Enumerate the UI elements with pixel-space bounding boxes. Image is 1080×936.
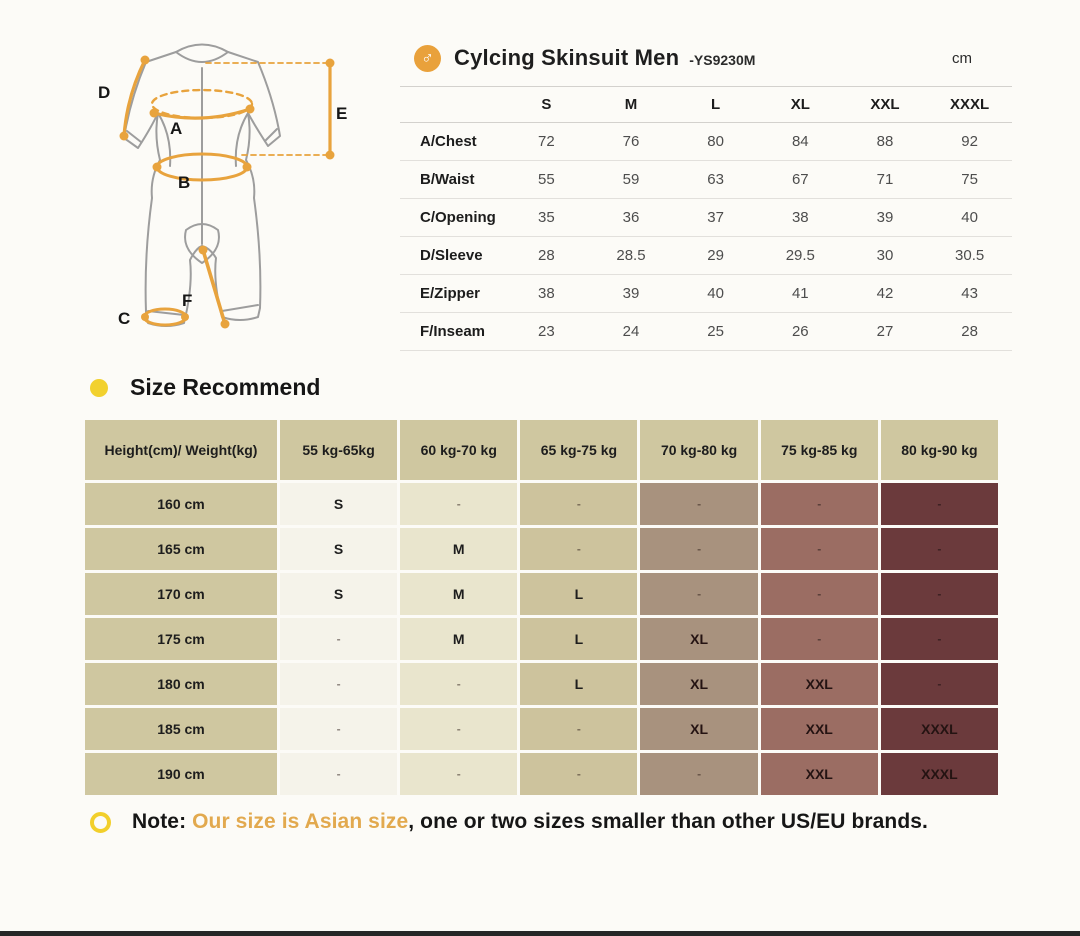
- size-column-header: L: [711, 96, 721, 113]
- size-cell: -: [400, 708, 517, 750]
- measurement-table: [400, 86, 1012, 351]
- product-title: Cylcing Skinsuit Men: [454, 45, 680, 70]
- size-cell: -: [400, 483, 517, 525]
- measure-value: 39: [876, 209, 894, 226]
- measure-value: 37: [707, 209, 724, 226]
- size-cell: -: [761, 483, 878, 525]
- grid-header-cell: 75 kg-85 kg: [761, 420, 878, 480]
- size-cell: -: [520, 753, 637, 795]
- size-cell: XXL: [761, 753, 878, 795]
- male-icon: ♂: [414, 45, 441, 72]
- spec-header: [400, 38, 1012, 78]
- measure-value: 28.5: [616, 247, 646, 264]
- size-cell: -: [280, 753, 397, 795]
- section-title: Size Recommend: [130, 374, 321, 400]
- measure-value: 40: [707, 285, 724, 302]
- measure-value: 27: [876, 323, 894, 340]
- size-cell: XXL: [761, 708, 878, 750]
- size-cell: -: [280, 618, 397, 660]
- size-column-header: XXL: [870, 96, 900, 113]
- size-note: [90, 810, 928, 834]
- height-cell: 180 cm: [85, 663, 277, 705]
- measure-value: 75: [961, 171, 978, 188]
- size-recommend-grid: [85, 420, 998, 795]
- model-number: -YS9230M: [689, 52, 756, 68]
- height-cell: 170 cm: [85, 573, 277, 615]
- size-cell: -: [280, 708, 397, 750]
- measure-value: 30: [876, 247, 894, 264]
- measure-value: 30.5: [955, 247, 985, 264]
- size-column-header: XXXL: [950, 96, 990, 113]
- yellow-ring-icon: [90, 812, 111, 833]
- measure-value: 40: [961, 209, 978, 226]
- note-suffix: , one or two sizes smaller than other US/EU brands.: [408, 810, 928, 833]
- measure-label: D/Sleeve: [420, 247, 483, 264]
- note-text: [132, 810, 928, 834]
- diagram-label-d: D: [98, 83, 111, 102]
- size-cell: XL: [640, 618, 757, 660]
- size-cell: XL: [640, 708, 757, 750]
- table-row: [400, 199, 1012, 237]
- note-prefix: Note:: [132, 810, 193, 833]
- measure-value: 38: [537, 285, 555, 302]
- size-cell: -: [520, 708, 637, 750]
- size-cell: -: [761, 618, 878, 660]
- measure-value: 67: [791, 171, 809, 188]
- height-cell: 160 cm: [85, 483, 277, 525]
- grid-header-cell: 65 kg-75 kg: [520, 420, 637, 480]
- measure-value: 35: [537, 209, 555, 226]
- size-cell: -: [520, 528, 637, 570]
- diagram-label-c: C: [118, 309, 131, 328]
- measure-label: F/Inseam: [420, 323, 486, 340]
- size-cell: -: [640, 483, 757, 525]
- size-cell: XXXL: [881, 753, 998, 795]
- table-row: [400, 123, 1012, 161]
- table-row: [400, 313, 1012, 351]
- size-cell: -: [640, 753, 757, 795]
- size-column-header: S: [541, 96, 552, 113]
- size-cell: -: [881, 528, 998, 570]
- size-cell: -: [761, 573, 878, 615]
- grid-header-cell: Height(cm)/ Weight(kg): [85, 420, 277, 480]
- unit-label: cm: [952, 49, 972, 67]
- diagram-label-b: B: [178, 173, 191, 192]
- measure-value: 23: [537, 323, 555, 340]
- measure-value: 36: [622, 209, 640, 226]
- note-highlight: Our size is Asian size: [192, 810, 409, 833]
- measure-value: 29.5: [785, 247, 815, 264]
- measure-value: 38: [791, 209, 809, 226]
- diagram-label-e: E: [336, 104, 348, 123]
- bottom-edge-bar: [0, 931, 1080, 936]
- measure-value: 76: [622, 133, 640, 150]
- grid-header-cell: 80 kg-90 kg: [881, 420, 998, 480]
- skinsuit-outline-drawing: [72, 16, 402, 358]
- measure-value: 24: [622, 323, 640, 340]
- measure-value: 28: [961, 323, 978, 340]
- measure-value: 39: [622, 285, 640, 302]
- size-cell: -: [881, 573, 998, 615]
- measure-value: 43: [961, 285, 978, 302]
- measure-label: E/Zipper: [420, 285, 481, 302]
- measure-label: A/Chest: [420, 133, 477, 150]
- grid-header-cell: 60 kg-70 kg: [400, 420, 517, 480]
- measure-value: 92: [961, 133, 978, 150]
- measure-value: 88: [876, 133, 894, 150]
- size-cell: -: [400, 663, 517, 705]
- size-cell: XL: [640, 663, 757, 705]
- measure-value: 63: [707, 171, 724, 188]
- height-cell: 185 cm: [85, 708, 277, 750]
- diagram-label-a: A: [170, 119, 183, 138]
- size-recommend-heading: [90, 374, 320, 401]
- measure-value: 25: [707, 323, 724, 340]
- table-row: [400, 275, 1012, 313]
- size-cell: -: [520, 483, 637, 525]
- size-cell: -: [881, 618, 998, 660]
- size-cell: -: [280, 663, 397, 705]
- measure-label: C/Opening: [420, 209, 496, 226]
- size-cell: S: [280, 528, 397, 570]
- measure-value: 42: [876, 285, 894, 302]
- size-cell: M: [400, 618, 517, 660]
- measure-value: 41: [791, 285, 809, 302]
- diagram-label-f: F: [182, 291, 193, 310]
- measure-value: 29: [707, 247, 724, 264]
- height-cell: 165 cm: [85, 528, 277, 570]
- size-cell: S: [280, 573, 397, 615]
- grid-header-cell: 55 kg-65kg: [280, 420, 397, 480]
- size-cell: XXXL: [881, 708, 998, 750]
- measure-value: 26: [791, 323, 809, 340]
- size-cell: XXL: [761, 663, 878, 705]
- grid-header-cell: 70 kg-80 kg: [640, 420, 757, 480]
- skinsuit-measurement-diagram: [72, 16, 402, 358]
- size-cell: L: [520, 618, 637, 660]
- size-cell: L: [520, 663, 637, 705]
- measure-value: 84: [791, 133, 809, 150]
- measure-value: 72: [537, 133, 555, 150]
- size-cell: -: [400, 753, 517, 795]
- height-cell: 175 cm: [85, 618, 277, 660]
- measure-value: 28: [537, 247, 555, 264]
- size-cell: L: [520, 573, 637, 615]
- table-row: [400, 161, 1012, 199]
- measure-value: 71: [876, 171, 894, 188]
- size-column-header: XL: [790, 96, 810, 113]
- size-column-header: M: [624, 96, 638, 113]
- empty-corner-cell: [400, 87, 504, 123]
- size-cell: -: [761, 528, 878, 570]
- size-header-row: [400, 87, 1012, 123]
- measure-value: 80: [707, 133, 724, 150]
- size-cell: S: [280, 483, 397, 525]
- measure-value: 59: [622, 171, 640, 188]
- spec-panel: [400, 38, 1012, 351]
- size-cell: M: [400, 573, 517, 615]
- size-cell: M: [400, 528, 517, 570]
- table-row: [400, 237, 1012, 275]
- size-cell: -: [640, 528, 757, 570]
- measure-value: 55: [537, 171, 555, 188]
- measure-label: B/Waist: [420, 171, 475, 188]
- size-cell: -: [640, 573, 757, 615]
- height-cell: 190 cm: [85, 753, 277, 795]
- yellow-dot-icon: [90, 379, 108, 397]
- size-cell: -: [881, 483, 998, 525]
- size-cell: -: [881, 663, 998, 705]
